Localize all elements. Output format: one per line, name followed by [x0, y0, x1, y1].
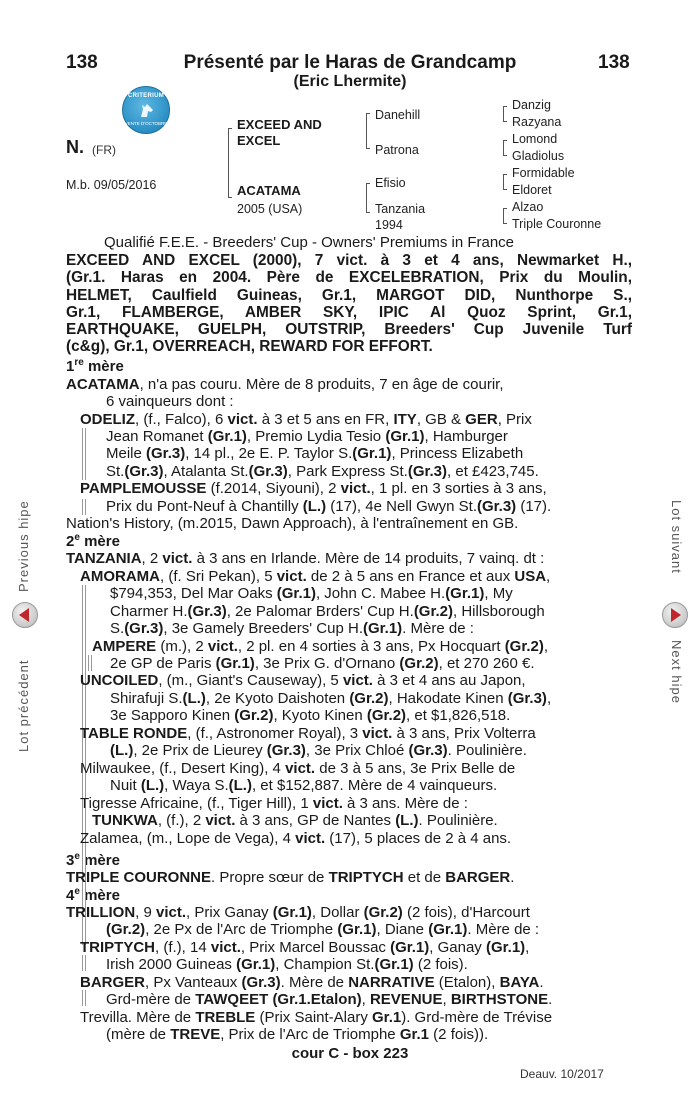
produce-uncoiled: UNCOILED, (m., Giant's Causeway), 5 vict. à 3 et 4 ans au Japon, — [80, 672, 526, 689]
sale-reference: Deauv. 10/2017 — [520, 1067, 604, 1081]
arrow-left-icon — [12, 602, 38, 628]
sire-line: EXCEED AND EXCEL (2000), 7 vict. à 3 et 4 ans, Newmarket H., — [66, 252, 632, 269]
pedigree-ancestor: Lomond — [512, 132, 558, 146]
logo-top-text: CRITERIUM — [127, 93, 165, 99]
produce-odeliz: ODELIZ, (f., Falco), 6 vict. à 3 et 5 ans en FR, ITY, GB & GER, Prix — [80, 411, 532, 428]
pedigree-ancestor: Eldoret — [512, 183, 552, 197]
sire-line: (Gr.1. Haras en 2004. Père de EXCELEBRATION, Prix du Moulin, — [66, 269, 632, 287]
sire-description — [66, 252, 632, 356]
body-line: 3e Sapporo Kinen (Gr.2), Kyoto Kinen (Gr.2), et $1,826,518. — [110, 707, 511, 724]
horse-dob: M.b. 09/05/2016 — [66, 178, 157, 192]
pedigree-dam: ACATAMA — [237, 183, 301, 198]
lot-number-left: 138 — [66, 52, 98, 73]
horse-head-icon — [138, 101, 156, 119]
produce-triptych: TRIPTYCH, (f.), 14 vict., Prix Marcel Boussac (Gr.1), Ganay (Gr.1), — [80, 939, 530, 956]
pedigree-bracket — [503, 208, 507, 224]
page-title: Présenté par le Haras de Grandcamp — [183, 52, 517, 73]
pedigree-ancestor: Formidable — [512, 166, 575, 180]
previous-hipe-label: Previous hipe — [16, 500, 31, 592]
indent-bar — [88, 655, 92, 671]
body-line: Grd-mère de TAWQEET (Gr.1.Etalon), REVENUE, BIRTHSTONE. — [106, 991, 553, 1008]
body-line: St.(Gr.3), Atalanta St.(Gr.3), Park Express St.(Gr.3), et £423,745. — [106, 463, 539, 480]
pedigree-bracket — [228, 128, 232, 198]
produce-barger: BARGER, Px Vanteaux (Gr.3). Mère de NARRATIVE (Etalon), BAYA. — [80, 974, 544, 991]
logo-bottom-text: VENTE D'OCTOBRE — [124, 121, 168, 126]
pedigree-ancestor: Alzao — [512, 200, 544, 214]
pedigree-grandsire: Tanzania — [375, 202, 426, 216]
indent-bar — [82, 955, 86, 971]
section-second-dam: 2e mère — [66, 532, 120, 550]
indent-bar — [82, 990, 86, 1006]
body-line: Charmer H.(Gr.3), 2e Palomar Brders' Cup H.(Gr.2), Hillsborough — [110, 603, 545, 620]
produce-tigresse-africaine: Tigresse Africaine, (f., Tiger Hill), 1 vict. à 3 ans. Mère de : — [80, 795, 468, 812]
body-line: Jean Romanet (Gr.1), Premio Lydia Tesio (Gr.1), Hamburger — [106, 428, 508, 445]
arrow-right-icon — [662, 602, 688, 628]
horse-sex: N. — [66, 137, 84, 157]
sire-line: Gr.1, FLAMBERGE, AMBER SKY, IPIC Al Quoz Sprint, Gr.1, — [66, 303, 632, 321]
pedigree-bracket — [366, 113, 370, 149]
pedigree-dam-info: 2005 (USA) — [237, 202, 303, 216]
pedigree-ancestor: Razyana — [512, 115, 562, 129]
page-subtitle: (Eric Lhermite) — [293, 73, 407, 90]
produce-ampere: AMPERE (m.), 2 vict., 2 pl. en 4 sorties à 3 ans, Px Hocquart (Gr.2), — [92, 638, 549, 655]
body-line: Nation's History, (m.2015, Dawn Approach), à l'entraînement en GB. — [66, 515, 519, 532]
pedigree-bracket — [503, 174, 507, 190]
body-line: TANZANIA, 2 vict. à 3 ans en Irlande. Mère de 14 produits, 7 vainq. dt : — [66, 550, 545, 567]
body-line: ACATAMA, n'a pas couru. Mère de 8 produits, 7 en âge de courir, — [66, 376, 504, 393]
body-line: Shirafuji S.(L.), 2e Kyoto Daishoten (Gr.2), Hakodate Kinen (Gr.3), — [110, 690, 552, 707]
section-third-dam: 3e mère — [66, 851, 120, 869]
produce-amorama: AMORAMA, (f. Sri Pekan), 5 vict. de 2 à 5 ans en France et aux USA, — [80, 568, 551, 585]
horse-country: (FR) — [92, 143, 116, 157]
produce-trevilla: Trevilla. Mère de TREBLE (Prix Saint-Alary Gr.1). Grd-mère de Trévise — [80, 1009, 553, 1026]
stable-location: cour C - box 223 — [291, 1045, 409, 1062]
body-line: Irish 2000 Guineas (Gr.1), Champion St.(Gr.1) (2 fois). — [106, 956, 468, 973]
pedigree-sire: EXCEED AND EXCEL — [237, 117, 322, 148]
pedigree-bracket — [366, 183, 370, 213]
next-hipe-label: Next hipe — [669, 640, 684, 704]
produce-table-ronde: TABLE RONDE, (f., Astronomer Royal), 3 vict. à 3 ans, Prix Volterra — [80, 725, 536, 742]
criterium-logo — [122, 86, 170, 134]
pedigree-bracket — [503, 140, 507, 156]
pedigree-ancestor: Triple Couronne — [512, 217, 602, 231]
body-line: (Gr.2), 2e Px de l'Arc de Triomphe (Gr.1), Diane (Gr.1). Mère de : — [106, 921, 540, 938]
next-lot-button[interactable] — [662, 602, 688, 628]
produce-pamplemousse: PAMPLEMOUSSE (f.2014, Siyouni), 2 vict., 1 pl. en 3 sorties à 3 ans, — [80, 480, 547, 497]
lot-precedent-label: Lot précédent — [16, 659, 31, 752]
sire-line: (c&g), Gr.1, OVERREACH, REWARD FOR EFFORT. — [66, 338, 433, 356]
produce-tunkwa: TUNKWA, (f.), 2 vict. à 3 ans, GP de Nantes (L.). Poulinière. — [92, 812, 498, 829]
pedigree-ancestor: Danzig — [512, 98, 551, 112]
body-line: 6 vainqueurs dont : — [106, 393, 234, 410]
pedigree-grandsire: Efisio — [375, 176, 406, 190]
body-line: TRIPLE COURONNE. Propre sœur de TRIPTYCH et de BARGER. — [66, 869, 515, 886]
section-first-dam: 1re mère — [66, 357, 124, 375]
body-line: $794,353, Del Mar Oaks (Gr.1), John C. Mabee H.(Gr.1), My — [110, 585, 513, 602]
qualification-text: Qualifié F.E.E. - Breeders' Cup - Owners' Premiums in France — [104, 234, 515, 251]
body-line: (mère de TREVE, Prix de l'Arc de Triomphe Gr.1 (2 fois)). — [106, 1026, 489, 1043]
body-line: Prix du Pont-Neuf à Chantilly (L.) (17), 4e Nell Gwyn St.(Gr.3) (17). — [106, 498, 552, 515]
body-line: (L.), 2e Prix de Lieurey (Gr.3), 3e Prix Chloé (Gr.3). Poulinière. — [110, 742, 527, 759]
pedigree-grandsire: Danehill — [375, 108, 421, 122]
lot-number-right: 138 — [598, 52, 630, 73]
section-fourth-dam: 4e mère — [66, 886, 120, 904]
sire-line: EARTHQUAKE, GUELPH, OUTSTRIP, Breeders' Cup Juvenile Turf — [66, 321, 632, 339]
indent-bar — [82, 428, 86, 480]
produce-zalamea: Zalamea, (m., Lope de Vega), 4 vict. (17), 5 places de 2 à 4 ans. — [80, 830, 512, 847]
body-line: S.(Gr.3), 3e Gamely Breeders' Cup H.(Gr.1). Mère de : — [110, 620, 474, 637]
body-line: 2e GP de Paris (Gr.1), 3e Prix G. d'Ornano (Gr.2), et 270 260 €. — [110, 655, 535, 672]
pedigree-grandsire: Patrona — [375, 143, 419, 157]
sire-line: HELMET, Caulfield Guineas, Gr.1, MARGOT DID, Nunthorpe S., — [66, 286, 632, 304]
body-line: Meile (Gr.3), 14 pl., 2e E. P. Taylor S.(Gr.1), Princess Elizabeth — [106, 445, 524, 462]
produce-milwaukee: Milwaukee, (f., Desert King), 4 vict. de 3 à 5 ans, 3e Prix Belle de — [80, 760, 516, 777]
pedigree-ancestor: Gladiolus — [512, 149, 565, 163]
pedigree-grandsire-year: 1994 — [375, 218, 403, 232]
lot-suivant-label: Lot suivant — [669, 500, 684, 574]
pedigree-bracket — [503, 106, 507, 122]
previous-lot-button[interactable] — [12, 602, 38, 628]
indent-bar — [82, 499, 86, 515]
produce-trillion: TRILLION, 9 vict., Prix Ganay (Gr.1), Dollar (Gr.2) (2 fois), d'Harcourt — [66, 904, 530, 921]
body-line: Nuit (L.), Waya S.(L.), et $152,887. Mère de 4 vainqueurs. — [110, 777, 498, 794]
